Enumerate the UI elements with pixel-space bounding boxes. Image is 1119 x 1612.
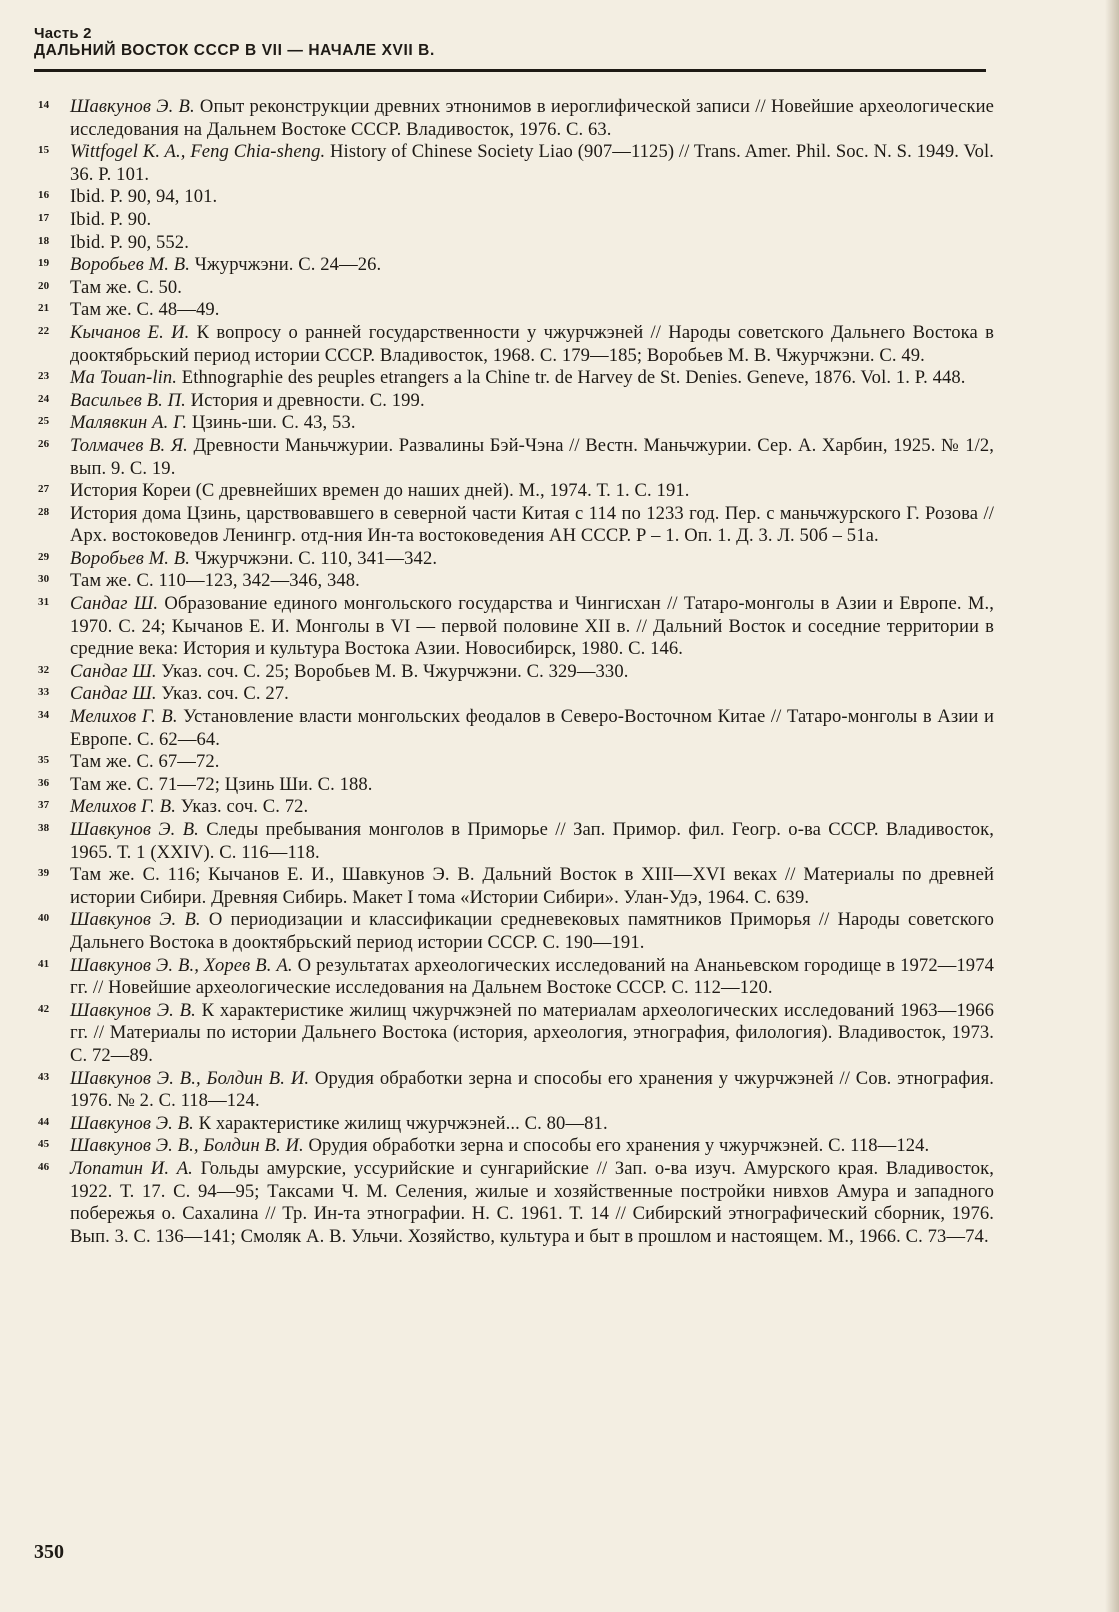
endnote-text	[70, 277, 182, 298]
endnote-author: Wittfogel K. A., Feng Chia-sheng.	[70, 141, 326, 163]
endnote-number: 16	[38, 189, 50, 202]
endnote-body: К вопросу о ранней государственности у чжурчжэней // Народы советского Дальнего Востока в дооктябрьский период истории СССР. Владивосток, 1968. С. 179—185; Воробьев М. В. Чжурчжэни. С. 49.	[70, 321, 994, 366]
page-number: 350	[34, 1541, 64, 1563]
endnote-body: История дома Цзинь, царствовавшего в северной части Китая с 114 по 1233 год. Пер. с маньчжурского Г. Розова // Арх. востоковедов Ленингр. отд-ния Ин-та востоковедения АН СССР. Р – 1. Оп. 1. Д. 3. Л. 50б – 51а.	[70, 502, 994, 547]
endnote-number: 38	[38, 822, 50, 834]
endnote	[34, 186, 994, 209]
endnote-text	[70, 254, 381, 275]
endnote-number: 44	[38, 1115, 50, 1128]
endnote-body: Образование единого монгольского государства и Чингисхан // Татаро-монголы в Азии и Европе. М., 1970. С. 24; Кычанов Е. И. Монголы в VI — первой половине XII в. // Дальний Восток и соседние территории в средние века: История и культура Востока Азии. Новосибирск, 1980. С. 146.	[70, 593, 994, 660]
endnote-number: 24	[38, 392, 50, 405]
endnote	[34, 412, 994, 435]
endnote-number: 31	[38, 596, 50, 609]
endnote-body: Там же. С. 116; Кычанов Е. И., Шавкунов Э. В. Дальний Восток в XIII—XVI веках // Материалы по древней истории Сибири. Древняя Сибирь. Макет I тома «Истории Сибири». Улан-Удэ, 1964. С. 639.	[70, 864, 994, 908]
endnote-author: Шавкунов Э. В.	[70, 909, 201, 931]
endnote-body: История Кореи (С древнейших времен до наших дней). М., 1974. Т. 1. С. 191.	[70, 480, 690, 502]
endnote-text	[70, 751, 220, 772]
endnote-body: Установление власти монгольских феодалов в Северо-Восточном Китае // Татаро-монголы в Азии и Европе. С. 62—64.	[70, 706, 994, 750]
endnote-number: 43	[38, 1070, 50, 1083]
endnote	[34, 774, 994, 797]
endnote	[34, 96, 994, 141]
endnote-text	[70, 322, 994, 366]
endnote	[34, 1068, 994, 1113]
endnote-author: Мелихов Г. В.	[70, 706, 178, 728]
endnote-number: 14	[38, 99, 50, 111]
endnote-author: Воробьев М. В.	[70, 254, 190, 276]
endnote-number: 18	[38, 234, 50, 247]
endnote-text	[70, 96, 994, 140]
endnote-body: Орудия обработки зерна и способы его хранения у чжурчжэней. С. 118—124.	[303, 1135, 930, 1157]
endnote-body: Древности Маньчжурии. Развалины Бэй-Чэна // Вестн. Маньчжурии. Сер. А. Харбин, 1925. № 1/2, вып. 9. С. 19.	[70, 434, 994, 479]
endnote-body: Указ. соч. С. 72.	[176, 796, 309, 818]
running-head	[34, 26, 984, 60]
endnote	[34, 141, 994, 186]
endnote-text	[70, 796, 308, 817]
endnote	[34, 819, 994, 864]
endnote-text	[70, 1113, 608, 1134]
endnote-text	[70, 661, 628, 682]
endnote	[34, 480, 994, 503]
endnote-author: Малявкин А. Г.	[70, 412, 188, 434]
endnote-number: 45	[38, 1138, 50, 1151]
endnote-text	[70, 232, 189, 253]
endnote	[34, 503, 994, 548]
endnote-body: Указ. соч. С. 27.	[156, 683, 289, 705]
endnote-text	[70, 548, 437, 569]
endnote	[34, 277, 994, 300]
endnote-body: Цзинь-ши. С. 43, 53.	[187, 412, 356, 434]
endnote-text	[70, 955, 994, 999]
endnote-author: Лопатин И. А.	[70, 1157, 193, 1179]
endnote-body: Указ. соч. С. 25; Воробьев М. В. Чжурчжэни. С. 329—330.	[156, 660, 629, 682]
endnote-number: 34	[38, 709, 50, 722]
endnote-author: Кычанов Е. И.	[70, 321, 190, 343]
endnote-body: Чжурчжэни. С. 24—26.	[189, 254, 382, 276]
endnote	[34, 661, 994, 684]
endnote-text	[70, 774, 373, 795]
endnote-body: Орудия обработки зерна и способы его хранения у чжурчжэней // Сов. этнография. 1976. № 2. С. 118—124.	[70, 1067, 994, 1112]
endnote-text	[70, 1000, 994, 1066]
endnote-text	[70, 1068, 994, 1112]
endnote	[34, 864, 994, 909]
endnote	[34, 435, 994, 480]
endnote-text	[70, 435, 994, 479]
endnote	[34, 390, 994, 413]
endnote-author: Шавкунов Э. В., Болдин В. И.	[70, 1135, 304, 1157]
endnote-author: Шавкунов Э. В.	[70, 819, 199, 840]
endnote-text	[70, 683, 289, 704]
endnote-body: Ethnographie des peuples etrangers a la Chine tr. de Harvey de St. Denies. Geneve, 1876. Vol. 1. P. 448.	[177, 367, 966, 389]
endnote-text	[70, 367, 966, 388]
endnote-text	[70, 412, 356, 433]
endnote-author: Шавкунов Э. В.	[70, 96, 195, 117]
page-edge-shadow	[1105, 0, 1119, 1612]
endnote-text	[70, 909, 994, 953]
endnote-text	[70, 819, 994, 863]
endnote-number: 46	[38, 1160, 50, 1173]
endnote-number: 22	[38, 324, 50, 337]
endnote-author: Сандаг Ш.	[70, 683, 157, 705]
endnote-author: Ma Touan-lin.	[70, 367, 178, 389]
endnotes-list	[34, 96, 994, 1248]
endnote	[34, 322, 994, 367]
endnote-author: Шавкунов Э. В., Болдин В. И.	[70, 1067, 310, 1089]
endnote-number: 20	[38, 279, 50, 292]
endnote-text	[70, 186, 217, 207]
endnote	[34, 751, 994, 774]
endnote-number: 21	[38, 302, 50, 315]
endnote-text	[70, 299, 220, 320]
endnote	[34, 593, 994, 661]
endnote-text	[70, 141, 994, 185]
endnote	[34, 570, 994, 593]
endnote-author: Васильев В. П.	[70, 389, 186, 411]
endnote-number: 26	[38, 437, 50, 450]
endnote-body: Там же. С. 48—49.	[70, 299, 220, 321]
endnote-author: Шавкунов Э. В.	[70, 1112, 194, 1134]
endnote	[34, 254, 994, 277]
endnote-body: О периодизации и классификации средневековых памятников Приморья // Народы советского Дальнего Востока в дооктябрьский период истории СССР. С. 190—191.	[70, 909, 994, 953]
endnote-body: History of Chinese Society Liao (907—1125) // Trans. Amer. Phil. Soc. N. S. 1949. Vol. 36. P. 101.	[70, 141, 994, 185]
endnote	[34, 548, 994, 571]
endnote-author: Толмачев В. Я.	[70, 434, 188, 456]
endnote-text	[70, 390, 425, 411]
endnote-number: 15	[38, 144, 50, 157]
endnote-text	[70, 1158, 994, 1247]
endnote-text	[70, 706, 994, 750]
header-rule	[34, 69, 986, 72]
endnote-author: Мелихов Г. В.	[70, 796, 177, 818]
endnote-body: История и древности. С. 199.	[185, 389, 425, 411]
endnote-number: 41	[38, 957, 50, 970]
endnote-number: 23	[38, 370, 50, 383]
endnote-body: К характеристике жилищ чжурчжэней... С. 80—81.	[193, 1112, 608, 1134]
endnote-body: О результатах археологических исследований на Ананьевском городище в 1972—1974 гг. // Новейшие археологические исследования на Дальнем Востоке СССР. С. 112—120.	[70, 954, 994, 999]
endnote-number: 29	[38, 550, 50, 563]
endnote-number: 37	[38, 799, 50, 812]
endnote-author: Шавкунов Э. В.	[70, 999, 196, 1021]
endnote-text	[70, 864, 994, 908]
endnote-number: 36	[38, 776, 50, 789]
endnote	[34, 796, 994, 819]
endnote-text	[70, 209, 151, 230]
endnote	[34, 909, 994, 954]
endnote	[34, 1113, 994, 1136]
endnote-body: Там же. С. 50.	[70, 276, 183, 298]
endnote-author: Сандаг Ш.	[70, 660, 157, 682]
endnote	[34, 1135, 994, 1158]
endnote-number: 42	[38, 1002, 50, 1015]
endnote-number: 40	[38, 912, 50, 925]
endnote-number: 17	[38, 211, 50, 224]
endnote-body: Там же. С. 67—72.	[70, 751, 220, 773]
endnote	[34, 706, 994, 751]
endnote-author: Шавкунов Э. В., Хорев В. А.	[70, 954, 293, 976]
section-title: ДАЛЬНИЙ ВОСТОК СССР В VII — НАЧАЛЕ XVII В.	[34, 42, 435, 59]
endnote-body: Ibid. P. 90.	[70, 208, 152, 230]
endnote-number: 30	[38, 573, 50, 586]
endnote-number: 27	[38, 483, 50, 496]
endnote-author: Сандаг Ш.	[70, 593, 159, 615]
endnote-body: К характеристике жилищ чжурчжэней по материалам археологических исследований 1963—1966 гг. // Материалы по истории Дальнего Востока (история, археология, этнография, филология). Владивосток, 1973. С. 72—89.	[70, 999, 994, 1066]
endnote	[34, 1158, 994, 1248]
endnote-body: Там же. С. 110—123, 342—346, 348.	[70, 570, 360, 592]
endnote-text	[70, 503, 994, 547]
endnote-number: 28	[38, 505, 50, 518]
endnote-text	[70, 480, 690, 501]
endnote	[34, 299, 994, 322]
endnote	[34, 232, 994, 255]
endnote-body: Там же. С. 71—72; Цзинь Ши. С. 188.	[70, 773, 373, 795]
endnote-number: 19	[38, 257, 50, 270]
endnote-number: 25	[38, 415, 50, 428]
endnote	[34, 367, 994, 390]
endnote-body: Чжурчжэни. С. 110, 341—342.	[189, 547, 438, 569]
endnote-number: 39	[38, 867, 50, 880]
endnote	[34, 209, 994, 232]
endnote-body: Опыт реконструкции древних этнонимов в иероглифической записи // Новейшие археологические исследования на Дальнем Востоке СССР. Владивосток, 1976. С. 63.	[70, 96, 994, 140]
endnote-body: Ibid. P. 90, 94, 101.	[70, 186, 218, 208]
endnote-text	[70, 593, 994, 659]
endnote-body: Гольды амурские, уссурийские и сунгарийские // Зап. о-ва изуч. Амурского края. Владивосток, 1922. Т. 17. С. 94—95; Таксами Ч. М. Селения, жилые и хозяйственные постройки нивхов Амура и западного побережья о. Сахалина // Тр. Ин-та этнографии. Н. С. 1961. Т. 14 // Сибирский этнографический сборник, 1976. Вып. 3. С. 136—141; Смоляк А. В. Ульчи. Хозяйство, культура и быт в прошлом и настоящем. М., 1966. С. 73—74.	[70, 1157, 994, 1247]
endnote	[34, 683, 994, 706]
endnote-number: 32	[38, 663, 50, 676]
endnote-author: Воробьев М. В.	[70, 547, 190, 569]
endnote-number: 33	[38, 686, 50, 699]
part-label: Часть 2	[34, 25, 92, 42]
endnote	[34, 1000, 994, 1068]
endnote-body: Следы пребывания монголов в Приморье // Зап. Примор. фил. Геогр. о-ва СССР. Владивосток, 1965. Т. 1 (XXIV). С. 116—118.	[70, 819, 994, 863]
endnote-text	[70, 1135, 929, 1156]
endnote-text	[70, 570, 360, 591]
endnote-body: Ibid. P. 90, 552.	[70, 231, 189, 253]
endnote-number: 35	[38, 754, 50, 767]
endnote	[34, 955, 994, 1000]
